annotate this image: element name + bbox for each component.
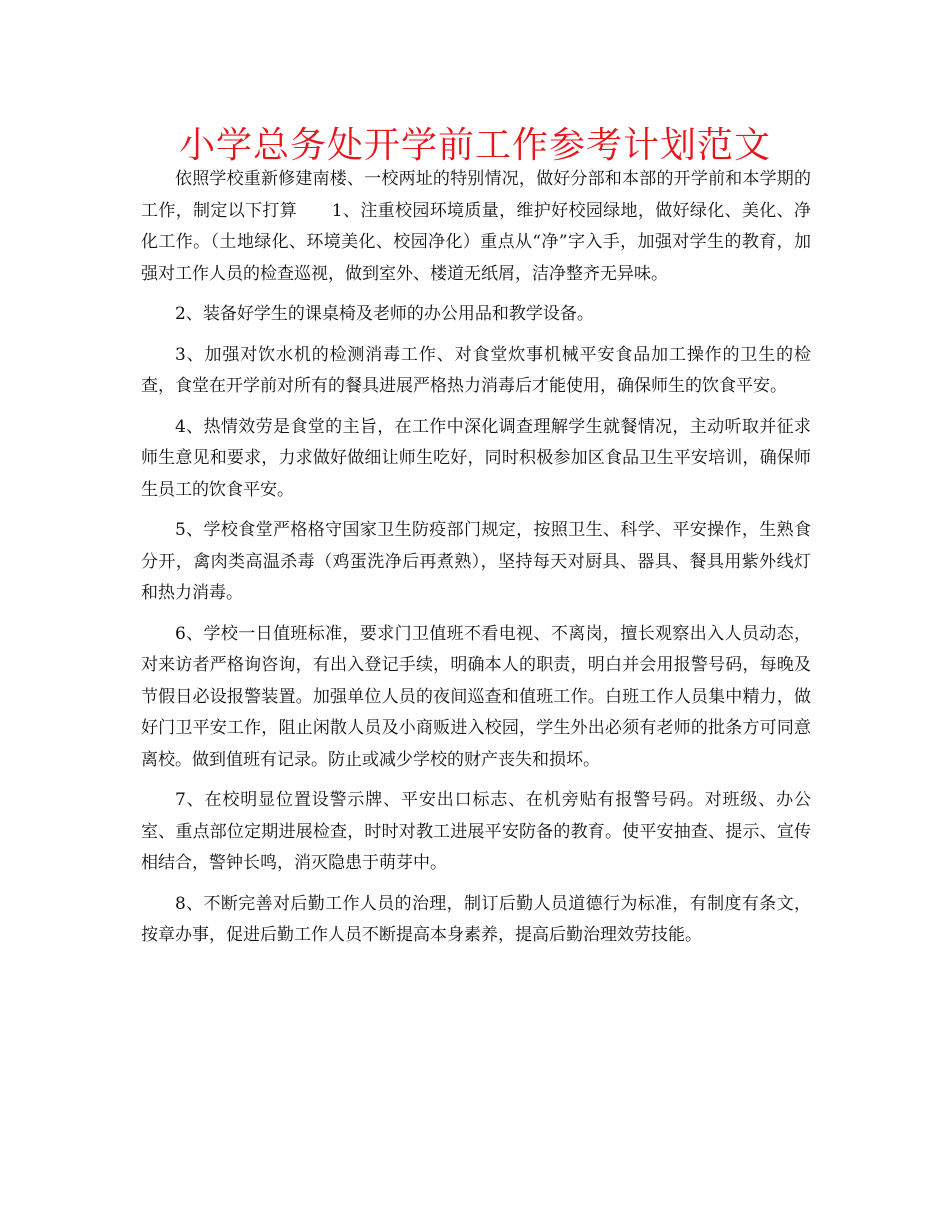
paragraph-item-2: 2、装备好学生的课桌椅及老师的办公用品和教学设备。 — [175, 304, 594, 324]
paragraph-item-3: 3、加强对饮水机的检测消毒工作、对食堂炊事机械平安食品加工操作的卫生的检查，食堂在开学前对所有的餐具进展严格热力消毒后才能使用，确保师生的饮食平安。 — [141, 344, 811, 396]
paragraph-item-5: 5、学校食堂严格格守国家卫生防疫部门规定，按照卫生、科学、平安操作，生熟食分开，禽肉类高温杀毒（鸡蛋洗净后再煮熟），坚持每天对厨具、器具、餐具用紫外线灯和热力消毒。 — [141, 520, 811, 603]
paragraph-item-6: 6、学校一日值班标准，要求门卫值班不看电视、不离岗，擅长观察出入人员动态，对来访者严格询咨询，有出入登记手续，明确本人的职责，明白并会用报警号码，每晚及节假日必设报警装置。加强单位人员的夜间巡查和值班工作。白班工作人员集中精力，做好门卫平安工作，阻止闲散人员及小商贩进入校园，学生外出必须有老师的批条方可同意离校。做到值班有记录。防止或减少学校的财产丧失和损坏。 — [141, 623, 811, 770]
document-title: 小学总务处开学前工作参考计划范文 — [178, 125, 771, 166]
paragraph-intro: 依照学校重新修建南楼、一校两址的特别情况，做好分部和本部的开学前和本学期的工作，制定以下打算 1、注重校园环境质量，维护好校园绿地，做好绿化、美化、净化工作。（土地绿化、环境美化、校园净化）重点从“净”字入手，加强对学生的教育，加强对工作人员的检查巡视，做到室外、楼道无纸屑，洁净整齐无异味。 — [141, 169, 811, 284]
paragraph-item-7: 7、在校明显位置设警示牌、平安出口标志、在机旁贴有报警号码。对班级、办公室、重点部位定期进展检查，时时对教工进展平安防备的教育。使平安抽查、提示、宣传相结合，警钟长鸣，消灭隐患于萌芽中。 — [141, 790, 811, 873]
document-body — [141, 164, 811, 961]
paragraph-item-8: 8、不断完善对后勤工作人员的治理，制订后勤人员道德行为标准，有制度有条文，按章办事，促进后勤工作人员不断提高本身素养，提高后勤治理效劳技能。 — [141, 893, 811, 945]
paragraph-item-4: 4、热情效劳是食堂的主旨，在工作中深化调查理解学生就餐情况，主动听取并征求师生意见和要求，力求做好做细让师生吃好，同时积极参加区食品卫生平安培训，确保师生员工的饮食平安。 — [141, 416, 811, 500]
